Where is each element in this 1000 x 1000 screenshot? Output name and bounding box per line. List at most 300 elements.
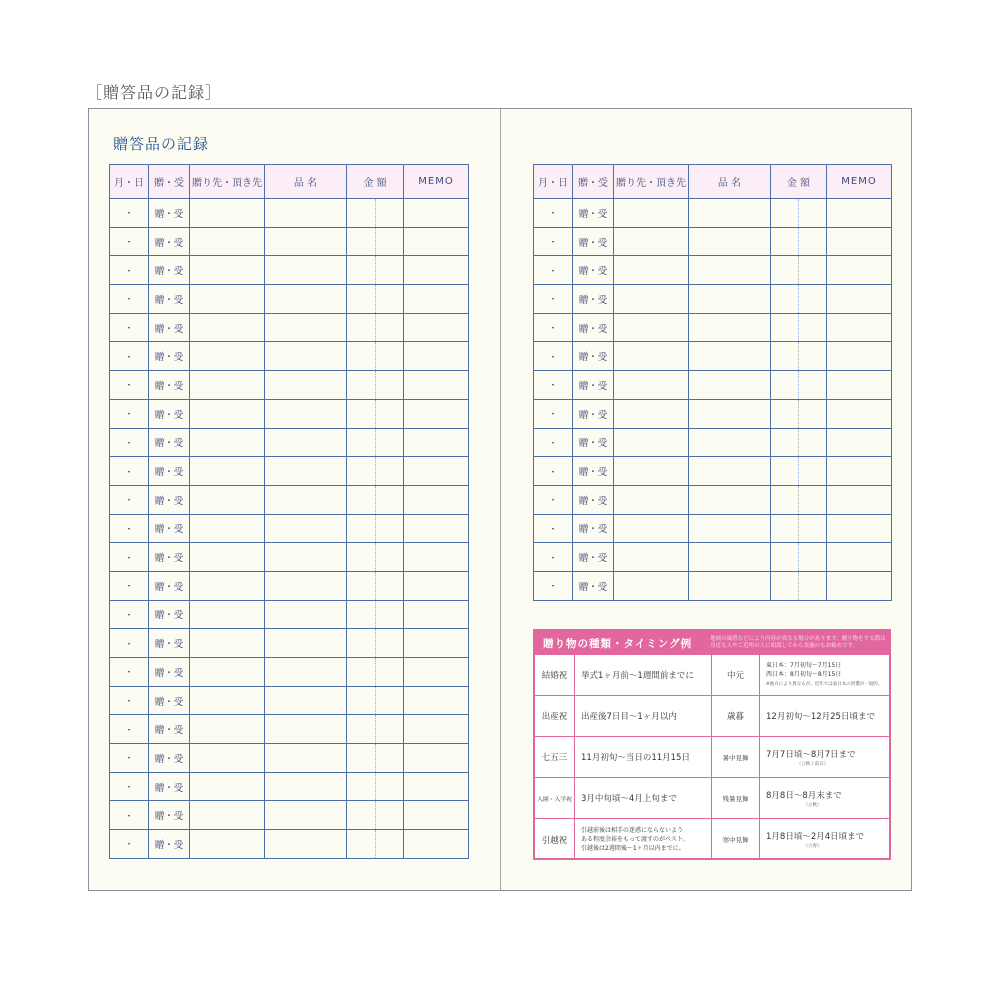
amount-cell[interactable] — [347, 715, 376, 744]
guide-value-note: ※地方により異なるが、近年では東日本の習慣が一般的。 — [766, 682, 883, 687]
date-cell[interactable]: ・ — [110, 629, 149, 658]
type-cell[interactable]: 贈・受 — [149, 629, 190, 658]
record-row — [110, 227, 469, 256]
recipient-cell[interactable] — [614, 342, 689, 371]
amount-cell[interactable] — [376, 285, 404, 314]
type-cell[interactable]: 贈・受 — [573, 342, 614, 371]
type-cell[interactable]: 贈・受 — [149, 457, 190, 486]
recipient-cell[interactable] — [614, 313, 689, 342]
memo-cell[interactable] — [827, 457, 892, 486]
date-cell[interactable]: ・ — [110, 285, 149, 314]
amount-cell[interactable] — [376, 801, 404, 830]
memo-cell[interactable] — [404, 285, 469, 314]
amount-cell[interactable] — [771, 571, 799, 600]
date-cell[interactable]: ・ — [110, 371, 149, 400]
item-cell[interactable] — [689, 371, 771, 400]
guide-label: 暑中見舞 — [712, 737, 760, 778]
type-cell[interactable]: 贈・受 — [149, 543, 190, 572]
recipient-cell[interactable] — [614, 485, 689, 514]
date-cell[interactable]: ・ — [534, 514, 573, 543]
date-cell[interactable]: ・ — [110, 399, 149, 428]
memo-cell[interactable] — [827, 256, 892, 285]
item-cell[interactable] — [265, 600, 347, 629]
type-cell[interactable]: 贈・受 — [573, 199, 614, 228]
recipient-cell[interactable] — [190, 830, 265, 859]
record-rows — [110, 199, 469, 859]
recipient-cell[interactable] — [614, 371, 689, 400]
date-cell[interactable]: ・ — [110, 256, 149, 285]
item-cell[interactable] — [265, 485, 347, 514]
memo-cell[interactable] — [827, 571, 892, 600]
amount-cell[interactable] — [347, 256, 376, 285]
amount-cell[interactable] — [771, 199, 799, 228]
item-cell[interactable] — [689, 199, 771, 228]
type-cell[interactable]: 贈・受 — [149, 256, 190, 285]
item-cell[interactable] — [689, 543, 771, 572]
date-cell[interactable]: ・ — [110, 801, 149, 830]
memo-cell[interactable] — [404, 485, 469, 514]
type-cell[interactable]: 贈・受 — [573, 485, 614, 514]
guide-value: 12月初旬〜12月25日頃まで — [760, 696, 889, 737]
item-cell[interactable] — [689, 399, 771, 428]
amount-cell[interactable] — [799, 543, 827, 572]
type-cell[interactable]: 贈・受 — [573, 256, 614, 285]
date-cell[interactable]: ・ — [110, 199, 149, 228]
amount-cell[interactable] — [799, 485, 827, 514]
recipient-cell[interactable] — [190, 801, 265, 830]
recipient-cell[interactable] — [614, 227, 689, 256]
type-cell[interactable]: 贈・受 — [573, 399, 614, 428]
memo-cell[interactable] — [827, 285, 892, 314]
memo-cell[interactable] — [404, 686, 469, 715]
amount-cell[interactable] — [347, 371, 376, 400]
amount-cell[interactable] — [376, 514, 404, 543]
record-row — [110, 371, 469, 400]
amount-cell[interactable] — [376, 342, 404, 371]
item-cell[interactable] — [265, 256, 347, 285]
recipient-cell[interactable] — [190, 371, 265, 400]
amount-cell[interactable] — [376, 600, 404, 629]
item-cell[interactable] — [689, 285, 771, 314]
record-row — [110, 285, 469, 314]
date-cell[interactable]: ・ — [110, 514, 149, 543]
amount-cell[interactable] — [771, 256, 799, 285]
record-row — [110, 600, 469, 629]
type-cell[interactable]: 贈・受 — [149, 744, 190, 773]
memo-cell[interactable] — [827, 428, 892, 457]
amount-cell[interactable] — [799, 371, 827, 400]
type-cell[interactable]: 贈・受 — [149, 514, 190, 543]
item-cell[interactable] — [265, 801, 347, 830]
type-cell[interactable]: 贈・受 — [149, 313, 190, 342]
record-row — [110, 485, 469, 514]
type-cell[interactable]: 贈・受 — [149, 830, 190, 859]
amount-cell[interactable] — [376, 371, 404, 400]
date-cell[interactable]: ・ — [110, 342, 149, 371]
memo-cell[interactable] — [404, 371, 469, 400]
guide-value-line: 東日本：7月初旬〜7月15日 — [766, 662, 842, 669]
recipient-cell[interactable] — [190, 772, 265, 801]
guide-value-line: 引越後は2週間後〜1ヶ月以内までに。 — [581, 845, 685, 852]
memo-cell[interactable] — [404, 772, 469, 801]
recipient-cell[interactable] — [190, 399, 265, 428]
amount-cell[interactable] — [376, 543, 404, 572]
recipient-cell[interactable] — [190, 658, 265, 687]
type-cell[interactable]: 贈・受 — [149, 686, 190, 715]
recipient-cell[interactable] — [190, 485, 265, 514]
guide-value-line: 8月8日〜8月末まで — [766, 790, 842, 801]
date-cell[interactable]: ・ — [534, 199, 573, 228]
type-cell[interactable]: 贈・受 — [149, 342, 190, 371]
type-cell[interactable]: 贈・受 — [573, 571, 614, 600]
type-cell[interactable]: 贈・受 — [149, 715, 190, 744]
recipient-cell[interactable] — [190, 285, 265, 314]
date-cell[interactable]: ・ — [534, 543, 573, 572]
amount-cell[interactable] — [347, 514, 376, 543]
memo-cell[interactable] — [827, 371, 892, 400]
recipient-cell[interactable] — [190, 543, 265, 572]
amount-cell[interactable] — [799, 313, 827, 342]
item-cell[interactable] — [265, 830, 347, 859]
record-row — [110, 686, 469, 715]
guide-note: 地域の風習などにより内容が異なる場合があります。贈り物をする際は身近な人やご近所の人に相談してから実施のもお勧めです。 — [710, 636, 886, 649]
item-cell[interactable] — [265, 371, 347, 400]
recipient-cell[interactable] — [190, 199, 265, 228]
item-cell[interactable] — [265, 686, 347, 715]
date-cell[interactable]: ・ — [110, 313, 149, 342]
amount-cell[interactable] — [376, 457, 404, 486]
amount-cell[interactable] — [376, 399, 404, 428]
guide-value-line: ある程度余裕をもって渡すのがベスト。 — [581, 836, 689, 843]
type-cell[interactable]: 贈・受 — [573, 457, 614, 486]
recipient-cell[interactable] — [614, 428, 689, 457]
amount-cell[interactable] — [376, 485, 404, 514]
amount-cell[interactable] — [771, 371, 799, 400]
record-rows — [534, 199, 892, 601]
record-row — [110, 543, 469, 572]
recipient-cell[interactable] — [190, 629, 265, 658]
memo-cell[interactable] — [827, 514, 892, 543]
recipient-cell[interactable] — [614, 543, 689, 572]
date-cell[interactable]: ・ — [534, 371, 573, 400]
amount-cell[interactable] — [347, 830, 376, 859]
item-cell[interactable] — [689, 514, 771, 543]
item-cell[interactable] — [689, 428, 771, 457]
item-cell[interactable] — [265, 399, 347, 428]
date-cell[interactable]: ・ — [534, 428, 573, 457]
item-cell[interactable] — [689, 227, 771, 256]
memo-cell[interactable] — [404, 830, 469, 859]
date-cell[interactable]: ・ — [110, 772, 149, 801]
guide-title: 贈り物の種類・タイミング例 — [543, 637, 693, 650]
date-cell[interactable]: ・ — [534, 342, 573, 371]
amount-cell[interactable] — [376, 686, 404, 715]
gift-record-table-left — [109, 164, 469, 859]
memo-cell[interactable] — [404, 256, 469, 285]
type-cell[interactable]: 贈・受 — [149, 600, 190, 629]
recipient-cell[interactable] — [190, 686, 265, 715]
memo-cell[interactable] — [404, 801, 469, 830]
item-cell[interactable] — [265, 342, 347, 371]
type-cell[interactable]: 贈・受 — [149, 285, 190, 314]
record-row — [534, 199, 892, 228]
memo-cell[interactable] — [404, 342, 469, 371]
recipient-cell[interactable] — [190, 457, 265, 486]
amount-cell[interactable] — [771, 457, 799, 486]
amount-cell[interactable] — [799, 256, 827, 285]
item-cell[interactable] — [265, 658, 347, 687]
recipient-cell[interactable] — [614, 199, 689, 228]
item-cell[interactable] — [689, 313, 771, 342]
recipient-cell[interactable] — [614, 399, 689, 428]
memo-cell[interactable] — [404, 428, 469, 457]
memo-cell[interactable] — [404, 399, 469, 428]
record-row — [534, 342, 892, 371]
memo-cell[interactable] — [404, 227, 469, 256]
item-cell[interactable] — [689, 485, 771, 514]
amount-cell[interactable] — [771, 485, 799, 514]
date-cell[interactable]: ・ — [110, 485, 149, 514]
record-row — [110, 801, 469, 830]
amount-cell[interactable] — [771, 543, 799, 572]
date-cell[interactable]: ・ — [110, 600, 149, 629]
type-cell[interactable]: 贈・受 — [573, 514, 614, 543]
memo-cell[interactable] — [827, 342, 892, 371]
recipient-cell[interactable] — [614, 285, 689, 314]
guide-label: 出産祝 — [535, 696, 575, 737]
header-item: 品 名 — [689, 165, 771, 199]
item-cell[interactable] — [265, 313, 347, 342]
type-cell[interactable]: 贈・受 — [149, 571, 190, 600]
recipient-cell[interactable] — [190, 715, 265, 744]
item-cell[interactable] — [689, 342, 771, 371]
date-cell[interactable]: ・ — [110, 686, 149, 715]
type-cell[interactable]: 贈・受 — [149, 658, 190, 687]
amount-cell[interactable] — [347, 543, 376, 572]
record-row — [534, 371, 892, 400]
date-cell[interactable]: ・ — [110, 543, 149, 572]
amount-cell[interactable] — [799, 514, 827, 543]
amount-cell[interactable] — [347, 457, 376, 486]
item-cell[interactable] — [689, 571, 771, 600]
guide-label: 引越祝 — [535, 819, 575, 860]
recipient-cell[interactable] — [614, 514, 689, 543]
amount-cell[interactable] — [347, 571, 376, 600]
amount-cell[interactable] — [771, 399, 799, 428]
item-cell[interactable] — [265, 744, 347, 773]
type-cell[interactable]: 贈・受 — [573, 313, 614, 342]
amount-cell[interactable] — [347, 658, 376, 687]
type-cell[interactable]: 贈・受 — [149, 801, 190, 830]
date-cell[interactable]: ・ — [110, 715, 149, 744]
amount-cell[interactable] — [347, 744, 376, 773]
type-cell[interactable]: 贈・受 — [149, 428, 190, 457]
date-cell[interactable]: ・ — [534, 457, 573, 486]
recipient-cell[interactable] — [190, 571, 265, 600]
amount-cell[interactable] — [376, 428, 404, 457]
amount-cell[interactable] — [347, 313, 376, 342]
recipient-cell[interactable] — [190, 428, 265, 457]
memo-cell[interactable] — [827, 485, 892, 514]
amount-cell[interactable] — [799, 199, 827, 228]
recipient-cell[interactable] — [190, 313, 265, 342]
date-cell[interactable]: ・ — [110, 428, 149, 457]
amount-cell[interactable] — [347, 801, 376, 830]
guide-value-line: 7月7日頃〜8月7日まで — [766, 749, 856, 760]
header-memo: MEMO — [404, 165, 469, 199]
memo-cell[interactable] — [827, 227, 892, 256]
amount-cell[interactable] — [347, 485, 376, 514]
memo-cell[interactable] — [404, 600, 469, 629]
record-row — [534, 457, 892, 486]
date-cell[interactable]: ・ — [534, 571, 573, 600]
date-cell[interactable]: ・ — [110, 227, 149, 256]
item-cell[interactable] — [689, 457, 771, 486]
type-cell[interactable]: 贈・受 — [149, 227, 190, 256]
recipient-cell[interactable] — [614, 571, 689, 600]
amount-cell[interactable] — [347, 600, 376, 629]
amount-cell[interactable] — [347, 285, 376, 314]
memo-cell[interactable] — [827, 313, 892, 342]
item-cell[interactable] — [265, 428, 347, 457]
item-cell[interactable] — [265, 285, 347, 314]
record-row — [534, 285, 892, 314]
amount-cell[interactable] — [376, 744, 404, 773]
amount-cell[interactable] — [799, 285, 827, 314]
date-cell[interactable]: ・ — [110, 830, 149, 859]
memo-cell[interactable] — [404, 629, 469, 658]
page-gutter — [500, 109, 501, 890]
recipient-cell[interactable] — [190, 600, 265, 629]
record-row — [110, 744, 469, 773]
record-row — [534, 514, 892, 543]
amount-cell[interactable] — [771, 514, 799, 543]
recipient-cell[interactable] — [190, 342, 265, 371]
amount-cell[interactable] — [347, 629, 376, 658]
amount-cell[interactable] — [771, 313, 799, 342]
amount-cell[interactable] — [376, 199, 404, 228]
memo-cell[interactable] — [404, 715, 469, 744]
amount-cell[interactable] — [799, 571, 827, 600]
amount-cell[interactable] — [799, 428, 827, 457]
item-cell[interactable] — [265, 715, 347, 744]
recipient-cell[interactable] — [190, 514, 265, 543]
type-cell[interactable]: 贈・受 — [573, 285, 614, 314]
memo-cell[interactable] — [404, 199, 469, 228]
amount-cell[interactable] — [347, 227, 376, 256]
memo-cell[interactable] — [404, 543, 469, 572]
item-cell[interactable] — [265, 514, 347, 543]
recipient-cell[interactable] — [190, 256, 265, 285]
amount-cell[interactable] — [376, 830, 404, 859]
type-cell[interactable]: 贈・受 — [149, 371, 190, 400]
amount-cell[interactable] — [347, 686, 376, 715]
item-cell[interactable] — [265, 543, 347, 572]
memo-cell[interactable] — [827, 199, 892, 228]
amount-cell[interactable] — [376, 256, 404, 285]
date-cell[interactable]: ・ — [110, 571, 149, 600]
item-cell[interactable] — [265, 772, 347, 801]
memo-cell[interactable] — [827, 543, 892, 572]
amount-cell[interactable] — [799, 342, 827, 371]
amount-cell[interactable] — [799, 457, 827, 486]
date-cell[interactable]: ・ — [534, 256, 573, 285]
record-row — [110, 342, 469, 371]
memo-cell[interactable] — [404, 658, 469, 687]
amount-cell[interactable] — [376, 772, 404, 801]
type-cell[interactable]: 贈・受 — [573, 371, 614, 400]
record-row — [110, 428, 469, 457]
item-cell[interactable] — [265, 227, 347, 256]
record-row — [110, 830, 469, 859]
item-cell[interactable] — [265, 629, 347, 658]
amount-cell[interactable] — [347, 772, 376, 801]
amount-cell[interactable] — [376, 715, 404, 744]
memo-cell[interactable] — [404, 571, 469, 600]
date-cell[interactable]: ・ — [534, 227, 573, 256]
amount-cell[interactable] — [347, 199, 376, 228]
amount-cell[interactable] — [376, 571, 404, 600]
type-cell[interactable]: 贈・受 — [149, 485, 190, 514]
item-cell[interactable] — [265, 199, 347, 228]
amount-cell[interactable] — [376, 227, 404, 256]
recipient-cell[interactable] — [614, 457, 689, 486]
date-cell[interactable]: ・ — [534, 485, 573, 514]
memo-cell[interactable] — [404, 457, 469, 486]
type-cell[interactable]: 贈・受 — [149, 199, 190, 228]
amount-cell[interactable] — [799, 227, 827, 256]
record-row — [534, 485, 892, 514]
memo-cell[interactable] — [827, 399, 892, 428]
amount-cell[interactable] — [376, 629, 404, 658]
date-cell[interactable]: ・ — [534, 285, 573, 314]
guide-value — [760, 819, 889, 860]
date-cell[interactable]: ・ — [110, 658, 149, 687]
type-cell[interactable]: 贈・受 — [573, 227, 614, 256]
item-cell[interactable] — [265, 571, 347, 600]
date-cell[interactable]: ・ — [110, 744, 149, 773]
record-row — [110, 658, 469, 687]
date-cell[interactable]: ・ — [110, 457, 149, 486]
amount-cell[interactable] — [347, 428, 376, 457]
type-cell[interactable]: 贈・受 — [149, 772, 190, 801]
amount-cell[interactable] — [771, 342, 799, 371]
amount-cell[interactable] — [771, 428, 799, 457]
amount-cell[interactable] — [799, 399, 827, 428]
section-caption: ［贈答品の記録］ — [86, 83, 223, 102]
memo-cell[interactable] — [404, 313, 469, 342]
amount-cell[interactable] — [376, 658, 404, 687]
item-cell[interactable] — [689, 256, 771, 285]
amount-cell[interactable] — [376, 313, 404, 342]
amount-cell[interactable] — [771, 227, 799, 256]
type-cell[interactable]: 贈・受 — [573, 543, 614, 572]
amount-cell[interactable] — [347, 399, 376, 428]
item-cell[interactable] — [265, 457, 347, 486]
recipient-cell[interactable] — [190, 227, 265, 256]
guide-label: 入園・入学祝 — [535, 778, 575, 819]
recipient-cell[interactable] — [614, 256, 689, 285]
date-cell[interactable]: ・ — [534, 399, 573, 428]
type-cell[interactable]: 贈・受 — [149, 399, 190, 428]
amount-cell[interactable] — [347, 342, 376, 371]
amount-cell[interactable] — [771, 285, 799, 314]
type-cell[interactable]: 贈・受 — [573, 428, 614, 457]
recipient-cell[interactable] — [190, 744, 265, 773]
memo-cell[interactable] — [404, 744, 469, 773]
memo-cell[interactable] — [404, 514, 469, 543]
date-cell[interactable]: ・ — [534, 313, 573, 342]
